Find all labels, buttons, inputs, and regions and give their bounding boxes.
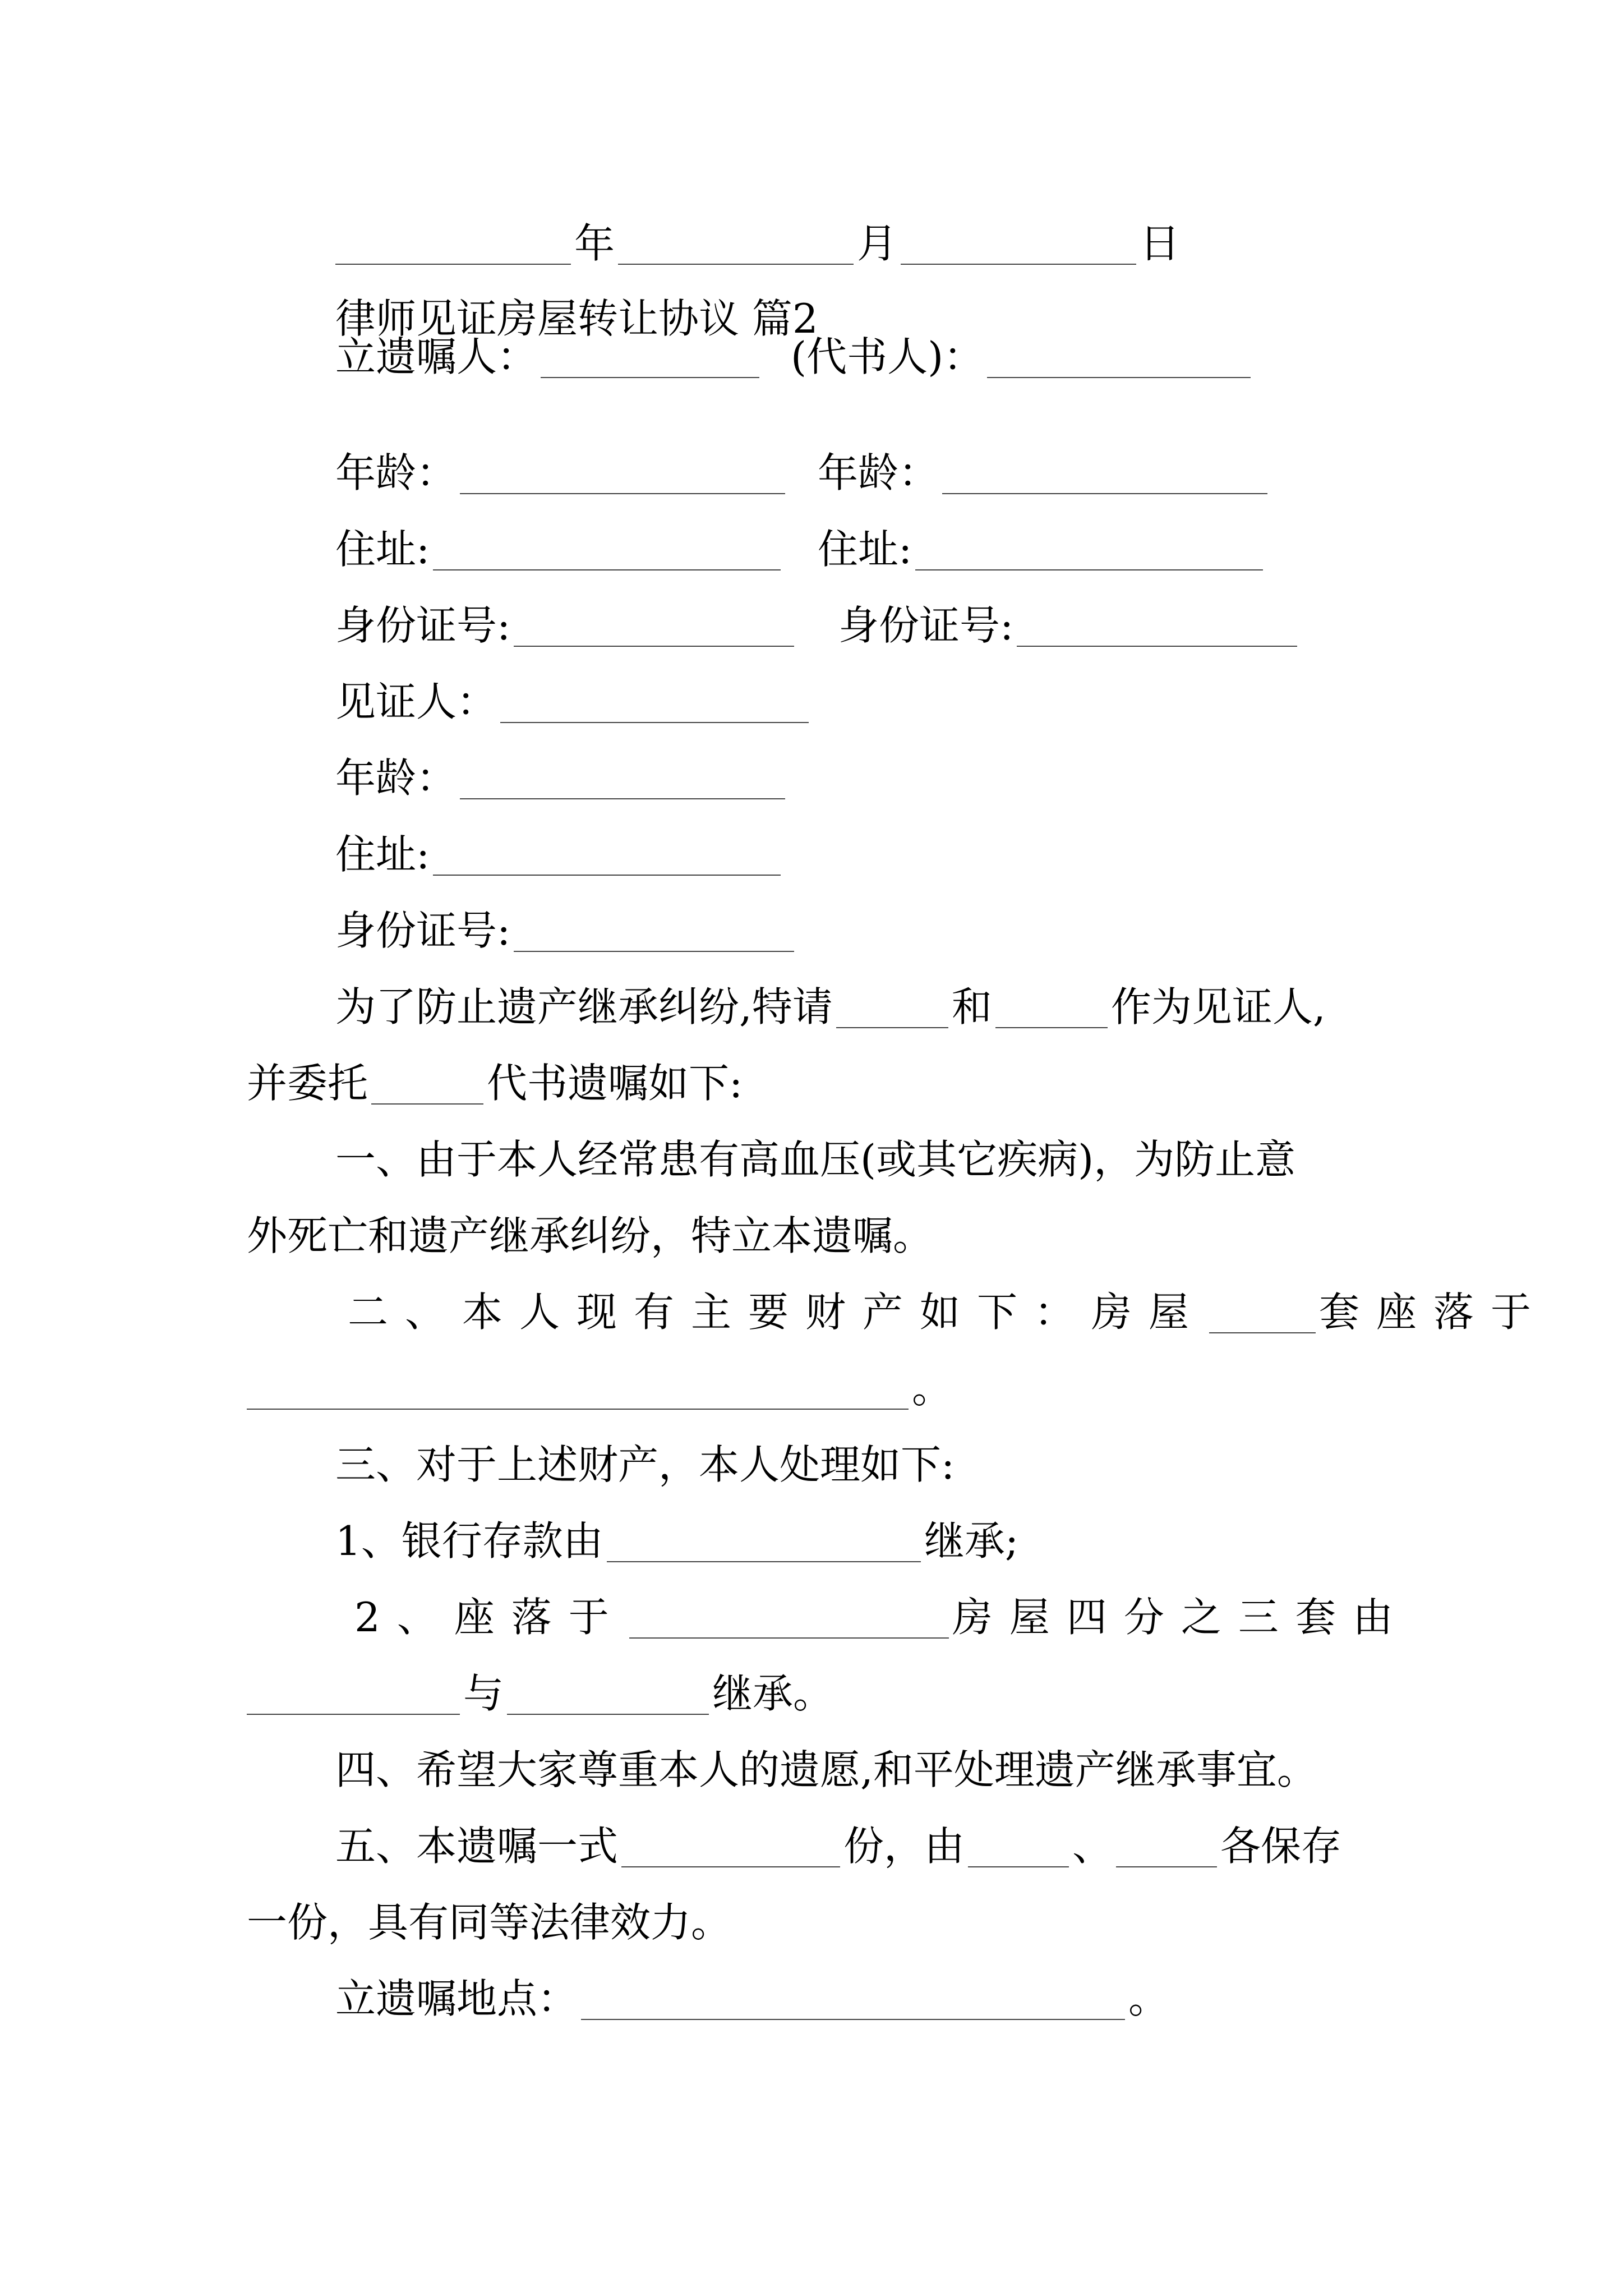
testator-id-row [335, 602, 797, 649]
heir-blank [507, 1673, 709, 1715]
intro-line-2 [247, 1060, 743, 1107]
day-blank [901, 223, 1136, 265]
item-2-line-1 [354, 1594, 1410, 1641]
scribe-blank [987, 337, 1251, 378]
testator-age-row [335, 449, 789, 496]
address-label: 住址: [335, 831, 430, 878]
clause-1-line-2: 外死亡和遗产继承纠纷，特立本遗嘱。 [247, 1212, 934, 1259]
heir-blank [247, 1673, 460, 1715]
item-1-text-a: 1、银行存款由 [335, 1517, 603, 1565]
scribe-row [791, 333, 1254, 380]
id-label: 身份证号: [335, 602, 511, 649]
clause-1-line-1: 一、由于本人经常患有高血压(或其它疾病)，为防止意 [335, 1136, 1296, 1183]
age-label: 年龄： [335, 449, 457, 496]
witness-label: 见证人： [335, 678, 497, 725]
intro-text-b: 和 [951, 983, 992, 1030]
testator-label: 立遗嘱人： [335, 333, 538, 380]
holder-blank [968, 1826, 1069, 1867]
testator-address-row [335, 526, 784, 573]
address-label: 住址: [818, 526, 912, 573]
witness-address-row [335, 831, 784, 878]
house-count-blank [1209, 1292, 1316, 1333]
intro-text-d: 并委托 [247, 1060, 368, 1107]
clause-5-text-a: 五、本遗嘱一式 [335, 1823, 619, 1870]
clause-2-text-b: 套座落于 [1319, 1289, 1548, 1336]
id-blank [514, 910, 794, 952]
clause-5-line-1 [335, 1823, 1342, 1870]
age-label: 年龄： [818, 449, 939, 496]
clause-5-line-2: 一份，具有同等法律效力。 [247, 1899, 732, 1946]
month-blank [618, 223, 854, 265]
property-location-blank [629, 1597, 949, 1639]
holder-blank [1116, 1826, 1217, 1867]
clause-5-text-b: 份，由 [843, 1823, 965, 1870]
item-2-text-d: 继承。 [712, 1670, 834, 1717]
deposit-heir-blank [607, 1521, 921, 1562]
witness-name-blank [836, 987, 948, 1028]
witness-row [335, 678, 812, 725]
intro-line-1 [335, 983, 1326, 1030]
id-label: 身份证号: [838, 602, 1014, 649]
item-2-text-b: 房屋四分之三套由 [952, 1594, 1410, 1641]
clause-2-text-a: 二、本人现有主要财产如下：房屋 [348, 1289, 1206, 1336]
place-label: 立遗嘱地点： [335, 1975, 578, 2022]
intro-text-c: 作为见证人, [1110, 983, 1326, 1030]
witness-name-blank [995, 987, 1108, 1028]
witness-blank [500, 682, 809, 723]
date-line [335, 220, 1181, 267]
scribe-label: (代书人)： [791, 333, 984, 380]
intro-text-e: 代书遗嘱如下: [487, 1060, 743, 1107]
clause-4: 四、希望大家尊重本人的遗愿,和平处理遗产继承事宜。 [335, 1746, 1317, 1793]
clause-2-end: 。 [912, 1365, 953, 1412]
address-blank [433, 834, 781, 876]
location-blank [247, 1368, 909, 1410]
item-1-text-b: 继承; [924, 1517, 1019, 1565]
place-row [335, 1975, 1169, 2022]
doc-title: 律师见证房屋转让协议 篇2 [335, 295, 818, 342]
scribe-name-blank [371, 1063, 483, 1105]
address-blank [433, 529, 781, 570]
scribe-id-row [838, 602, 1301, 649]
scribe-age-row [818, 449, 1271, 496]
month-label: 月 [857, 220, 898, 267]
testator-row [335, 333, 763, 380]
scribe-address-row [818, 526, 1266, 573]
address-label: 住址: [335, 526, 430, 573]
item-2-line-2 [247, 1670, 834, 1717]
item-2-text-a: 2、座落于 [354, 1594, 626, 1641]
age-blank [460, 758, 785, 799]
witness-id-row [335, 907, 797, 954]
age-blank [460, 453, 785, 494]
witness-age-row [335, 754, 789, 802]
place-end: 。 [1128, 1975, 1169, 2022]
age-blank [942, 453, 1267, 494]
clause-5-text-c: 、 [1072, 1823, 1113, 1870]
testator-blank [541, 337, 759, 378]
id-label: 身份证号: [335, 907, 511, 954]
item-1 [335, 1517, 1019, 1565]
clause-2-line-1 [348, 1289, 1548, 1336]
id-blank [1017, 605, 1297, 647]
clause-2-line-2 [247, 1365, 953, 1412]
address-blank [915, 529, 1263, 570]
copies-blank [621, 1826, 840, 1867]
day-label: 日 [1140, 220, 1181, 267]
place-blank [581, 1978, 1125, 2020]
year-label: 年 [574, 220, 615, 267]
clause-5-text-d: 各保存 [1220, 1823, 1342, 1870]
item-2-text-c: 与 [463, 1670, 504, 1717]
clause-3: 三、对于上述财产，本人处理如下: [335, 1441, 955, 1488]
year-blank [335, 223, 571, 265]
id-blank [514, 605, 794, 647]
age-label: 年龄： [335, 754, 457, 802]
intro-text-a: 为了防止遗产继承纠纷,特请 [335, 983, 833, 1030]
